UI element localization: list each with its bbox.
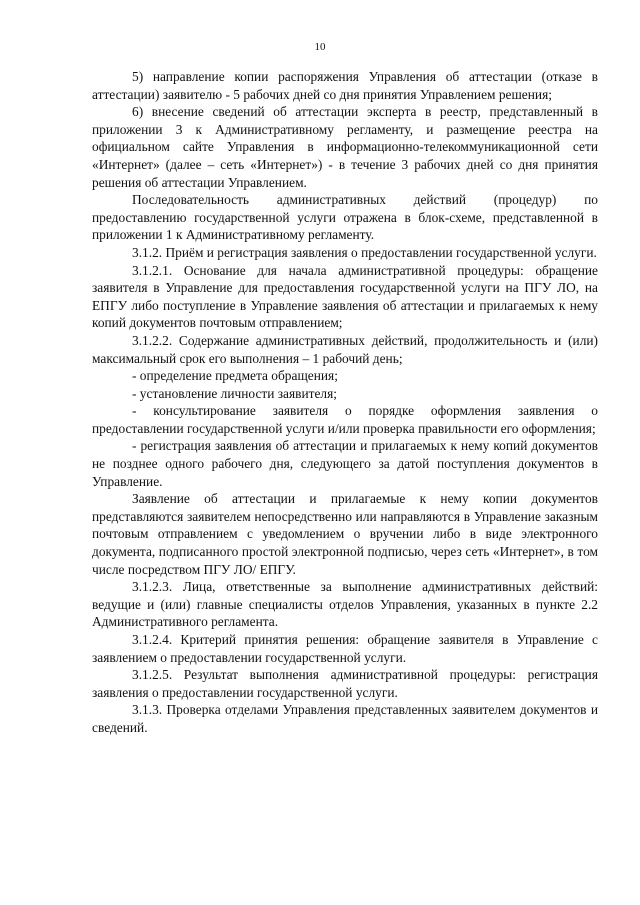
paragraph-3-1-2-2: 3.1.2.2. Содержание административных действий, продолжительность и (или) максимальный срок его выполнения – 1 рабочий день; bbox=[92, 332, 598, 366]
paragraph-3-1-2-5: 3.1.2.5. Результат выполнения административной процедуры: регистрация заявления о предоставлении государственной услуги. bbox=[92, 667, 598, 700]
paragraph-3-1-2-4: 3.1.2.4. Критерий принятия решения: обращение заявителя в Управление с заявлением о предоставлении государственной услуги. bbox=[92, 632, 598, 665]
paragraph-list-item-6: 6) внесение сведений об аттестации эксперта в реестр, представленный в приложении 3 к Административному регламенту, и размещение реестра на официальном сайте Управления в информационно-телекоммуникационной сети «Интернет» (далее – сеть «Интернет») - в течение 3 рабочих дней со дня принятия решения об аттестации Управлением. bbox=[92, 104, 598, 190]
bullet-registration: - регистрация заявления об аттестации и прилагаемых к нему копий документов не позднее одного рабочего дня, следующего за датой поступления документов в Управление. bbox=[92, 438, 598, 489]
paragraph-list-item-5: 5) направление копии распоряжения Управления об аттестации (отказе в аттестации) заявителю - 5 рабочих дней со дня принятия Управлением решения; bbox=[92, 69, 598, 102]
bullet-subject-definition: - определение предмета обращения; bbox=[132, 368, 338, 384]
section-heading-3-1-3: 3.1.3. Проверка отделами Управления представленных заявителем документов и сведений. bbox=[92, 702, 598, 735]
bullet-consulting: - консультирование заявителя о порядке оформления заявления о предоставлении государственной услуги и/или проверка правильности его оформления; bbox=[92, 403, 598, 436]
page-number: 10 bbox=[314, 41, 326, 53]
paragraph-3-1-2-3: 3.1.2.3. Лица, ответственные за выполнение административных действий: ведущие и (или) главные специалисты отделов Управления, указанных в пункте 2.2 Административного регламента. bbox=[92, 579, 598, 630]
bullet-identity-check: - установление личности заявителя; bbox=[132, 385, 337, 401]
paragraph-3-1-2-1: 3.1.2.1. Основание для начала административной процедуры: обращение заявителя в Управление для предоставления государственной услуги на ПГУ ЛО, на ЕПГУ либо поступление в Управление заявления об аттестации и прилагаемых к нему копий документов почтовым отправлением; bbox=[92, 262, 598, 331]
document-body bbox=[92, 68, 598, 737]
paragraph-submission-methods: Заявление об аттестации и прилагаемые к нему копии документов представляются заявителем непосредственно или направляются в Управление заказным почтовым отправлением с уведомлением о вручении либо в виде электронного документа, подписанного простой электронной подписью, через сеть «Интернет», в том числе посредством ПГУ ЛО/ ЕПГУ. bbox=[92, 491, 598, 577]
section-heading-3-1-2: 3.1.2. Приём и регистрация заявления о предоставлении государственной услуги. bbox=[132, 244, 597, 260]
paragraph-procedure-sequence: Последовательность административных действий (процедур) по предоставлению государственной услуги отражена в блок-схеме, представленной в приложении 1 к Административному регламенту. bbox=[92, 192, 598, 243]
